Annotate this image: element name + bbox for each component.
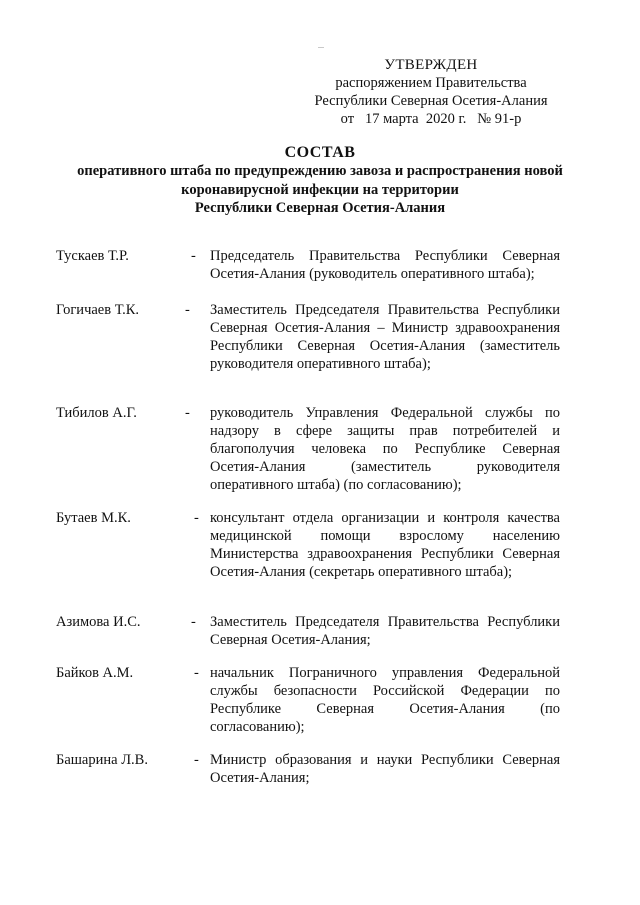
member-name: Азимова И.С. [56, 614, 141, 630]
member-name: Тускаев Т.Р. [56, 248, 129, 264]
document-title: СОСТАВ [284, 144, 356, 161]
member-dash: - [191, 614, 196, 630]
member-dash: - [194, 665, 199, 681]
document-subtitle-line-1: оперативного штаба по предупреждению завоза и распространения новой [77, 163, 563, 179]
member-dash: - [194, 510, 199, 526]
approval-stamp [300, 56, 562, 128]
approval-line-3: от 17 марта 2020 г. № 91-р [340, 111, 522, 127]
page-top-mark [318, 47, 324, 48]
member-dash: - [185, 405, 190, 421]
member-name: Тибилов А.Г. [56, 405, 137, 421]
member-name: Байков А.М. [56, 665, 134, 681]
member-dash: - [194, 752, 199, 768]
approval-line-2: Республики Северная Осетия-Алания [314, 93, 548, 109]
member-role: Заместитель Председателя Правительства Республики Северная Осетия-Алания; [210, 614, 560, 648]
approval-title: УТВЕРЖДЕН [384, 57, 478, 73]
document-subtitle-line-2: коронавирусной инфекции на территории [181, 181, 459, 198]
member-name: Башарина Л.В. [56, 752, 148, 768]
member-role: консультант отдела организации и контроля качества медицинской помощи взрослому населению Министерства здравоохранения Республики Северная Осетия-Алания (секретарь оперативного штаба); [210, 510, 560, 580]
member-dash: - [185, 302, 190, 318]
approval-line-1: распоряжением Правительства [335, 75, 527, 91]
member-role: начальник Пограничного управления Федеральной службы безопасности Российской Федерации по Республике Северная Осетия-Алания (по согласованию); [210, 665, 560, 735]
member-role: Председатель Правительства Республики Северная Осетия-Алания (руководитель оперативного штаба); [210, 248, 560, 282]
member-role: Министр образования и науки Республики Северная Осетия-Алания; [210, 752, 560, 786]
member-name: Гогичаев Т.К. [56, 302, 140, 318]
member-dash: - [191, 248, 196, 264]
document-subtitle-line-3: Республики Северная Осетия-Алания [194, 200, 446, 216]
document-heading [40, 143, 600, 218]
member-name: Бутаев М.К. [56, 510, 131, 526]
member-role: Заместитель Председателя Правительства Республики Северная Осетия-Алания – Министр здравоохранения Республики Северная Осетия-Алания (заместитель руководителя оперативного штаба); [210, 302, 560, 372]
member-role: руководитель Управления Федеральной службы по надзору в сфере защиты прав потребителей и благополучия человека по Республике Северная Осетия-Алания (заместитель руководителя оперативного штаба) (по согласованию); [210, 405, 560, 493]
